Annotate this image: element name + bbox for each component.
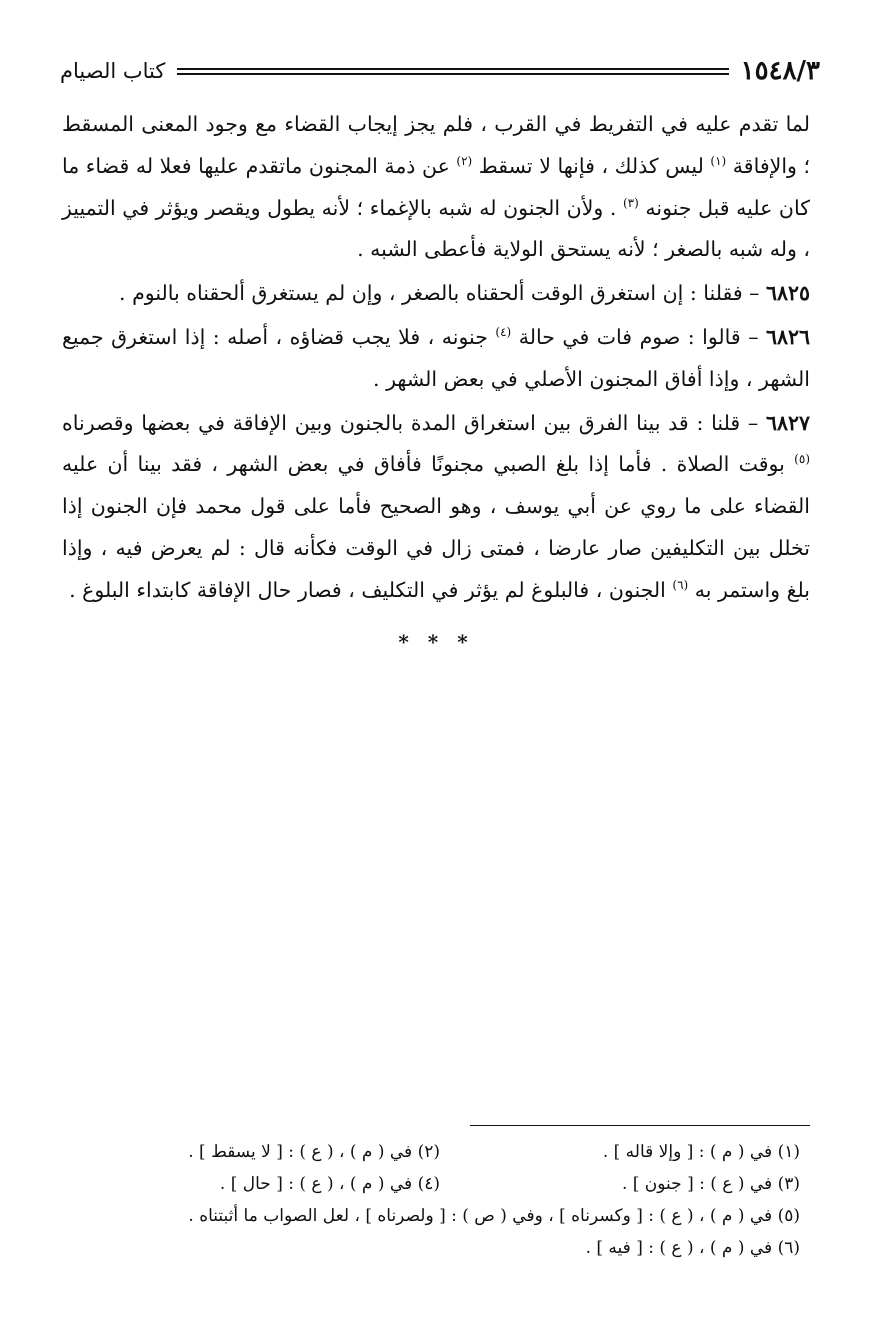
paragraph-number: ٦٨٢٦ — [765, 324, 810, 349]
paragraph-text: ليس كذلك ، فإنها لا تسقط — [472, 153, 711, 178]
footnote-3: (٣) في ( ع ) : [ جنون ] . — [621, 1174, 800, 1194]
paragraph-text: . ولأن الجنون له شبه بالإغماء ؛ لأنه يطول ويقصر ويؤثر في التمييز ، وله شبه بالصغر ؛ لأنه يستحق الولاية فأعطى الشبه . — [62, 195, 810, 262]
paragraph-text: عن ذمة المجنون ماتقدم عليها فعلا له قضاء ما كان عليه قبل جنونه — [62, 153, 810, 220]
footnote-5: (٥) في ( م ) ، ( ع ) : [ وكسرناه ] ، وفي ( ص ) : [ ولصرناه ] ، لعل الصواب ما أثبتناه . — [188, 1206, 800, 1226]
footnote-row — [80, 1136, 800, 1168]
paragraph-6826 — [62, 317, 810, 401]
book-title: كتاب الصيام — [60, 59, 166, 83]
footnote-divider — [470, 1125, 810, 1126]
page-header — [60, 54, 820, 88]
paragraph-text: – قالوا : صوم فات في حالة — [511, 324, 766, 349]
paragraph-6827 — [62, 403, 810, 612]
paragraph-text: بوقت الصلاة . فأما إذا بلغ الصبي مجنونًا فأفاق في بعض الشهر ، فقد بينا أن عليه القضاء على ما روي عن أبي يوسف ، وهو الصحيح فأما على قول محمد فإن الجنون إذا تخلل بين التكليفين صار عارضا ، فمتى زال في الوقت فكأنه قال : لم يعرض فيه ، وإذا بلغ واستمر به — [62, 452, 810, 602]
footnote-4: (٤) في ( م ) ، ( ع ) : [ حال ] . — [219, 1174, 440, 1194]
paragraph-text: – فقلنا : إن استغرق الوقت ألحقناه بالصغر ، وإن لم يستغرق ألحقناه بالنوم . — [119, 281, 766, 306]
paragraph-number: ٦٨٢٧ — [765, 410, 810, 435]
footnote-ref-6[interactable]: (٦) — [672, 577, 689, 592]
footnote-2: (٢) في ( م ) ، ( ع ) : [ لا يسقط ] . — [188, 1142, 440, 1162]
paragraph-text: جنونه ، فلا يجب قضاؤه ، أصله : إذا استغرق جميع الشهر ، وإذا أفاق المجنون الأصلي في بعض الشهر . — [62, 324, 810, 391]
header-rule — [177, 68, 728, 75]
paragraph-number: ٦٨٢٥ — [765, 281, 810, 306]
footnote-1: (١) في ( م ) : [ وإلا قاله ] . — [602, 1142, 800, 1162]
page-number: ١٥٤٨/٣ — [740, 56, 820, 86]
footnote-6: (٦) في ( م ) ، ( ع ) : [ فيه ] . — [585, 1238, 800, 1258]
paragraph-6825 — [62, 273, 810, 315]
footnote-ref-1[interactable]: (١) — [710, 153, 727, 168]
footnote-ref-3[interactable]: (٣) — [622, 195, 639, 210]
paragraph-text: – قلنا : قد بينا الفرق بين استغراق المدة بالجنون وبين الإفاقة في بعضها وقصرناه — [62, 410, 766, 435]
footnote-ref-5[interactable]: (٥) — [794, 452, 810, 467]
paragraph-text: الجنون ، فالبلوغ لم يؤثر في التكليف ، فصار حال الإفاقة كابتداء البلوغ . — [69, 577, 673, 602]
section-separator: * * * — [398, 629, 474, 654]
paragraph-continuation — [62, 104, 810, 271]
footnote-row — [80, 1168, 800, 1200]
footnote-ref-4[interactable]: (٤) — [495, 324, 512, 339]
footnotes — [80, 1136, 800, 1264]
paragraph-text: لما تقدم عليه في التفريط في القرب ، فلم يجز إيجاب القضاء مع وجود المعنى المسقط ؛ والإفاقة — [62, 112, 810, 178]
footnote-ref-2[interactable]: (٢) — [456, 153, 473, 168]
main-text — [62, 104, 810, 663]
